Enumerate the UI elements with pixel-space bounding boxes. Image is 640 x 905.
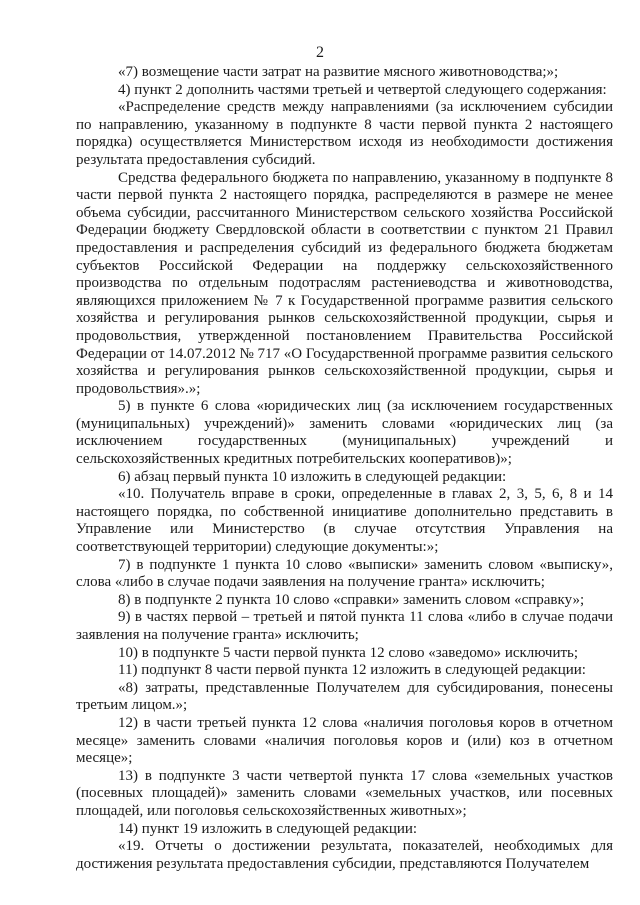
paragraph: «8) затраты, представленные Получателем для субсидирования, понесены третьим лицом.»; (76, 679, 613, 714)
paragraph: «19. Отчеты о достижении результата, показателей, необходимых для достижения результата предоставления субсидии, представляются Получателем (76, 838, 613, 872)
paragraph: «7) возмещение части затрат на развитие мясного животноводства;»; (118, 64, 559, 80)
document-body (76, 64, 613, 873)
paragraph: 9) в частях первой – третьей и пятой пункта 11 слова «либо в случае подачи заявления на получение гранта» исключить; (76, 609, 613, 643)
paragraph: 8) в подпункте 2 пункта 10 слово «справки» заменить словом «справку»; (118, 591, 585, 608)
paragraph: 4) пункт 2 дополнить частями третьей и четвертой следующего содержания: (118, 81, 607, 98)
page-number: 2 (316, 44, 324, 61)
paragraph: 11) подпункт 8 части первой пункта 12 изложить в следующей редакции: (118, 662, 586, 679)
paragraph: 13) в подпункте 3 части четвертой пункта 17 слова «земельных участков (посевных площадей)» заменить словами «земельных участков, или посевных площадей, или поголовья сельскохозяйственных животных»; (76, 767, 613, 819)
paragraph: 7) в подпункте 1 пункта 10 слово «выписки» заменить словом «выписку», слова «либо в случае подачи заявления на получение гранта» исключить; (76, 556, 613, 591)
paragraph: 10) в подпункте 5 части первой пункта 12 слово «заведомо» исключить; (118, 644, 579, 661)
paragraph: 6) абзац первый пункта 10 изложить в следующей редакции: (118, 468, 507, 485)
paragraph: 14) пункт 19 изложить в следующей редакции: (118, 820, 418, 837)
paragraph: 5) в пункте 6 слова «юридических лиц (за исключением государственных (муниципальных) учреждений)» заменить словами «юридических лиц (за исключением государственных (муниципальных) учреждений и сельскохозяйственных кредитных потребительских кооперативов)»; (76, 398, 613, 468)
paragraph: Средства федерального бюджета по направлению, указанному в подпункте 8 части первой пункта 2 настоящего порядка, распределяются в размере не менее объема субсидии, рассчитанного Министерством сельского хозяйства Российской Федерации бюджету Свердловской области в соответствии с пунктом 21 Правил предоставления и распределения субсидий из федерального бюджета бюджетам субъектов Российской Федерации на поддержку сельскохозяйственного производства по отдельным подотраслям растениеводства и животноводства, являющихся приложением № 7 к Государственной программе развития сельского хозяйства и регулирования рынков сельскохозяйственной продукции, сырья и продовольствия, утвержденной постановлением Правительства Российской Федерации от 14.07.2012 № 717 «О Государственной программе развития сельского хозяйства и регулирования рынков сельскохозяйственной продукции, сырья и продовольствия».»; (76, 169, 614, 397)
paragraph: «Распределение средств между направлениями (за исключением субсидии по направлению, указанному в подпункте 8 части первой пункта 2 настоящего порядка) осуществляется Министерством исходя из необходимости достижения результата предоставления субсидий. (76, 99, 613, 168)
paragraph: «10. Получатель вправе в сроки, определенные в главах 2, 3, 5, 6, 8 и 14 настоящего порядка, по собственной инициативе дополнительно представить в Управление или Министерство (в случае отсутствия Управления на соответствующей территории) следующие документы:»; (76, 486, 613, 556)
paragraph: 12) в части третьей пункта 12 слова «наличия поголовья коров в отчетном месяце» заменить словами «наличия поголовья коров и (или) коз в отчетном месяце»; (76, 714, 613, 767)
